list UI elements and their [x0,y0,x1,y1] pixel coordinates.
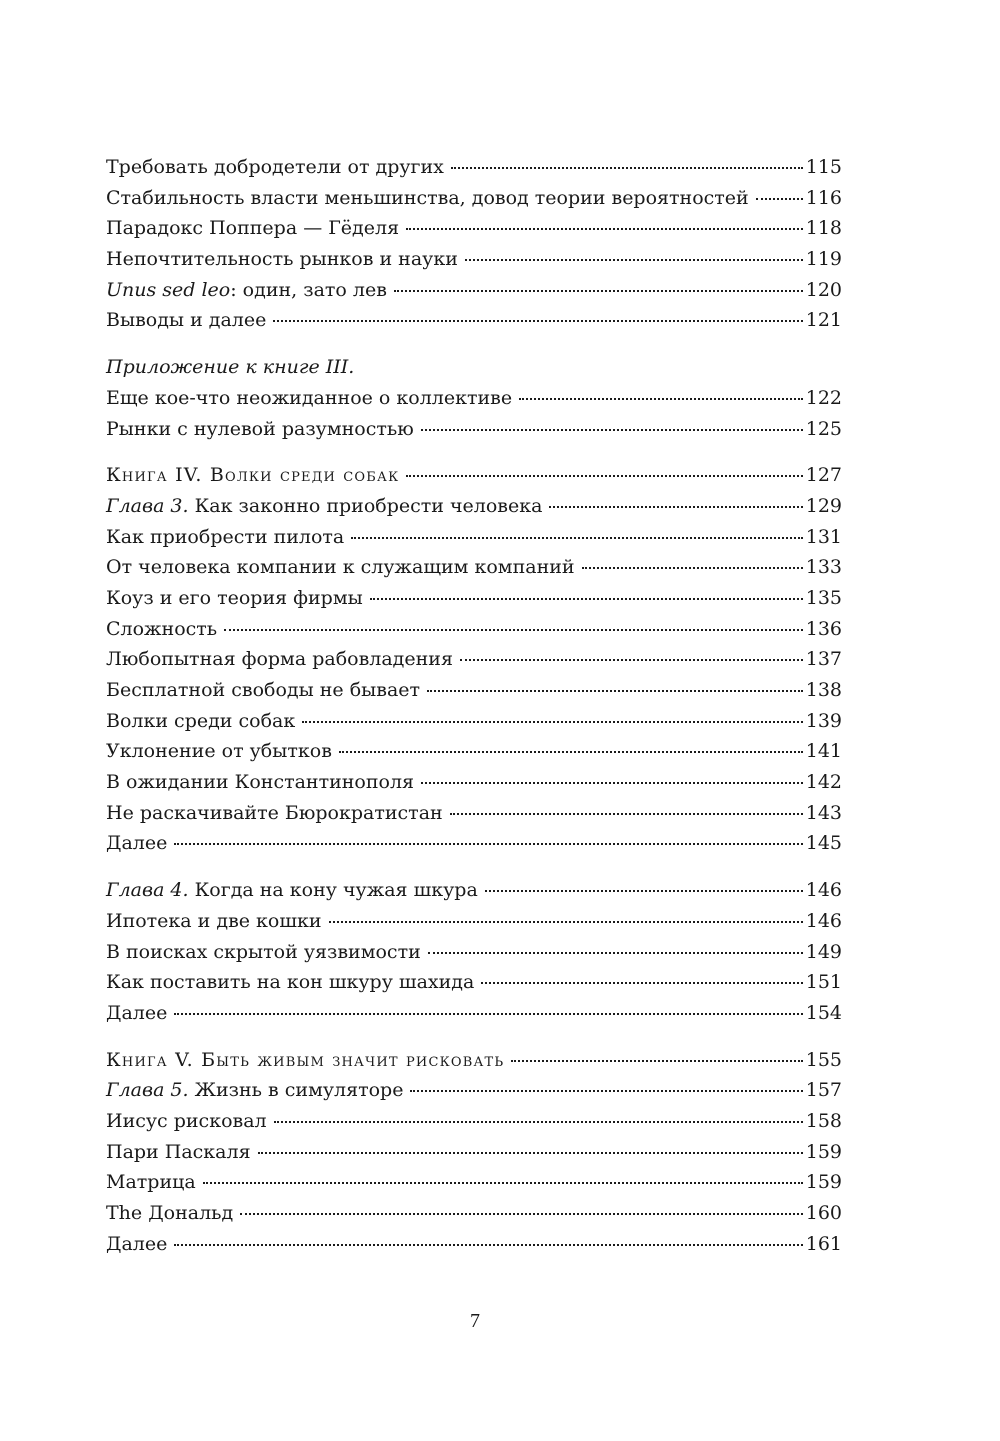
dot-leader [240,1213,803,1215]
toc-page-number: 118 [805,217,842,240]
dot-leader [394,290,803,292]
toc-entry-title [106,828,167,859]
toc-entry-title [106,706,295,737]
toc-page-number: 122 [805,386,842,409]
toc-page-number: 120 [805,278,842,301]
toc-entry [106,1229,842,1260]
toc-page-number: 146 [805,909,842,932]
toc-page-number: 149 [805,940,842,963]
toc-entry [106,706,842,737]
toc-entry [106,552,842,583]
toc-entry-text: Далее [106,832,168,855]
toc-entry-title [106,414,414,445]
toc-entry-title [106,1198,233,1229]
toc-entry [106,1198,842,1229]
toc-page-number: 143 [805,801,842,824]
toc-page-number: 155 [805,1048,842,1071]
toc-entry-title [106,967,474,998]
toc-page-number: 137 [805,648,842,671]
toc-entry-text: Стабильность власти меньшинства, довод теории вероятностей [106,186,749,209]
toc-entry-text: Требовать добродетели от других [106,156,444,178]
toc-entry-title [106,1075,403,1106]
toc-entry-title [106,1106,267,1137]
toc-entry-text: Не раскачивайте Бюрократистан [106,801,443,824]
toc-entry-text: Бесплатной свободы не бывает [106,679,421,701]
toc-page-number: 127 [805,464,842,487]
toc-page-number: 129 [805,494,842,517]
toc-entry-title [106,614,217,645]
toc-entry-text: Ипотека и две кошки [106,909,322,932]
toc-entry-lead: Глава 4. [106,879,189,902]
toc-page-number: 160 [805,1202,842,1224]
dot-leader [329,921,803,923]
toc-group [106,460,842,859]
dot-leader [421,782,803,784]
dot-leader [258,1152,803,1154]
toc-entry-text: Далее [106,1232,168,1255]
toc-page-number: 131 [805,525,842,548]
dot-leader [465,259,803,261]
toc-entry-text: Непочтительность рынков и науки [106,248,458,271]
toc-entry [106,1075,842,1106]
toc-entry [106,414,842,445]
dot-leader [339,751,803,753]
toc-entry-text: Волки среди собак [106,709,296,732]
toc-entry [106,183,842,214]
toc-page-number: 151 [805,971,842,994]
toc-entry-title [106,675,420,706]
toc-group [106,1045,842,1260]
toc-entry-title [106,213,399,244]
toc-entry-text: Как законно приобрести человека [188,494,543,517]
toc-page-number: 158 [805,1109,842,1132]
toc-page-number: 119 [805,248,842,271]
toc-entry-title [106,1045,504,1076]
toc-page-number: 157 [805,1079,842,1102]
toc-entry-title [106,460,399,491]
toc-heading-text: Приложение к книге III. [106,356,355,379]
toc-entry [106,152,842,183]
toc-page-number: 159 [805,1171,842,1194]
toc-entry-title [106,305,266,336]
toc-entry-text: Еще кое-что неожиданное о коллективе [106,386,513,409]
toc-page-number: 154 [805,1001,842,1024]
toc-entry [106,767,842,798]
toc-entry-title [106,1137,251,1168]
toc-entry-text: Книга V. Быть живым значит рисковать [106,1048,505,1071]
toc-entry [106,736,842,767]
toc-entry [106,275,842,306]
dot-leader [481,982,802,984]
dot-leader [174,1013,802,1015]
toc-page-number: 161 [805,1232,842,1255]
toc-entry-text: Парадокс Поппера — Гёделя [106,217,400,240]
toc-entry-title [106,552,575,583]
toc-entry [106,798,842,829]
dot-leader [174,1244,802,1246]
page-number: 7 [470,1310,480,1332]
toc-entry [106,644,842,675]
toc-entry [106,305,842,336]
toc-entry [106,906,842,937]
toc-entry-title [106,383,512,414]
toc-entry-title [106,275,387,306]
dot-leader [549,506,802,508]
toc-entry [106,213,842,244]
toc-entry [106,614,842,645]
toc-entry [106,1106,842,1137]
toc-group [106,152,842,336]
toc-entry-text: Иисус рисковал [106,1109,267,1132]
toc-entry-text: В поисках скрытой уязвимости [106,940,421,963]
dot-leader [410,1090,802,1092]
dot-leader [302,721,803,723]
toc-entry [106,828,842,859]
toc-page-number: 139 [805,709,842,732]
table-of-contents [106,152,842,1259]
toc-page-number: 135 [805,586,842,609]
toc-entry [106,675,842,706]
dot-leader [274,1121,803,1123]
toc-entry-text: Пари Паскаля [106,1140,251,1163]
toc-entry-text: Далее [106,1001,168,1024]
toc-entry-text: В ожидании Константинополя [106,771,415,794]
toc-entry-text: Книга IV. Волки среди собак [106,464,400,487]
dot-leader [421,429,803,431]
toc-entry [106,875,842,906]
toc-entry-title [106,998,167,1029]
toc-page-number: 133 [805,556,842,579]
toc-group [106,352,842,444]
toc-entry-title [106,767,414,798]
toc-entry-title [106,1229,167,1260]
dot-leader [460,659,803,661]
toc-section-heading [106,352,842,383]
toc-page-number: 141 [805,740,842,763]
toc-entry-text: Рынки с нулевой разумностью [106,417,414,440]
toc-entry-title [106,644,453,675]
toc-page-number: 116 [805,186,842,209]
toc-entry-text: Как приобрести пилота [106,525,345,548]
dot-leader [406,228,803,230]
toc-page-number: 136 [805,617,842,640]
toc-entry-text: Сложность [106,617,218,640]
toc-page-number: 145 [805,832,842,855]
dot-leader [406,475,802,477]
toc-entry-title [106,183,749,214]
dot-leader [174,843,802,845]
toc-entry [106,491,842,522]
dot-leader [519,398,803,400]
dot-leader [451,167,803,169]
toc-entry [106,998,842,1029]
toc-group [106,875,842,1028]
toc-entry [106,244,842,275]
dot-leader [203,1182,803,1184]
toc-entry-title [106,937,421,968]
toc-entry [106,937,842,968]
toc-entry-title [106,244,458,275]
dot-leader [756,198,803,200]
toc-page-number: 125 [805,417,842,440]
toc-book-entry [106,460,842,491]
dot-leader [485,890,803,892]
toc-entry-lead: Unus sed leo [106,278,231,301]
toc-entry-title [106,798,443,829]
toc-book-entry [106,1045,842,1076]
toc-entry-title [106,906,322,937]
dot-leader [582,567,803,569]
toc-entry-title [106,583,363,614]
toc-entry-lead: Глава 3. [106,494,189,517]
toc-entry-title [106,875,478,906]
toc-entry [106,383,842,414]
dot-leader [428,952,803,954]
toc-page-number: 115 [805,156,842,178]
toc-entry-text: Как поставить на кон шкуру шахида [106,971,475,994]
toc-entry-text: Когда на кону чужая шкура [188,879,478,902]
toc-page-number: 146 [805,879,842,902]
toc-entry-title [106,1167,196,1198]
dot-leader [511,1060,802,1062]
toc-entry [106,522,842,553]
toc-entry-title [106,522,344,553]
dot-leader [450,813,803,815]
dot-leader [273,320,802,322]
toc-entry-text: : один, зато лев [230,278,387,301]
toc-entry-text: The Дональд [106,1202,234,1224]
dot-leader [427,690,803,692]
toc-page-number: 121 [805,309,842,332]
toc-entry [106,583,842,614]
toc-entry-title [106,736,332,767]
toc-entry-text: От человека компании к служащим компаний [106,556,575,579]
toc-entry-title [106,491,542,522]
toc-page-number: 159 [805,1140,842,1163]
toc-entry [106,1137,842,1168]
toc-page-number: 142 [805,771,842,794]
dot-leader [224,629,803,631]
dot-leader [370,598,803,600]
toc-page-number: 138 [805,679,842,701]
toc-entry-text: Матрица [106,1171,196,1194]
toc-entry [106,967,842,998]
toc-entry-text: Жизнь в симуляторе [188,1079,404,1102]
toc-entry [106,1167,842,1198]
toc-entry-text: Уклонение от убытков [106,740,332,763]
toc-entry-text: Коуз и его теория фирмы [106,586,363,609]
toc-entry-title [106,152,444,183]
toc-entry-text: Выводы и далее [106,309,267,332]
dot-leader [351,537,802,539]
toc-entry-lead: Глава 5. [106,1079,189,1102]
toc-entry-text: Любопытная форма рабовладения [106,648,453,671]
